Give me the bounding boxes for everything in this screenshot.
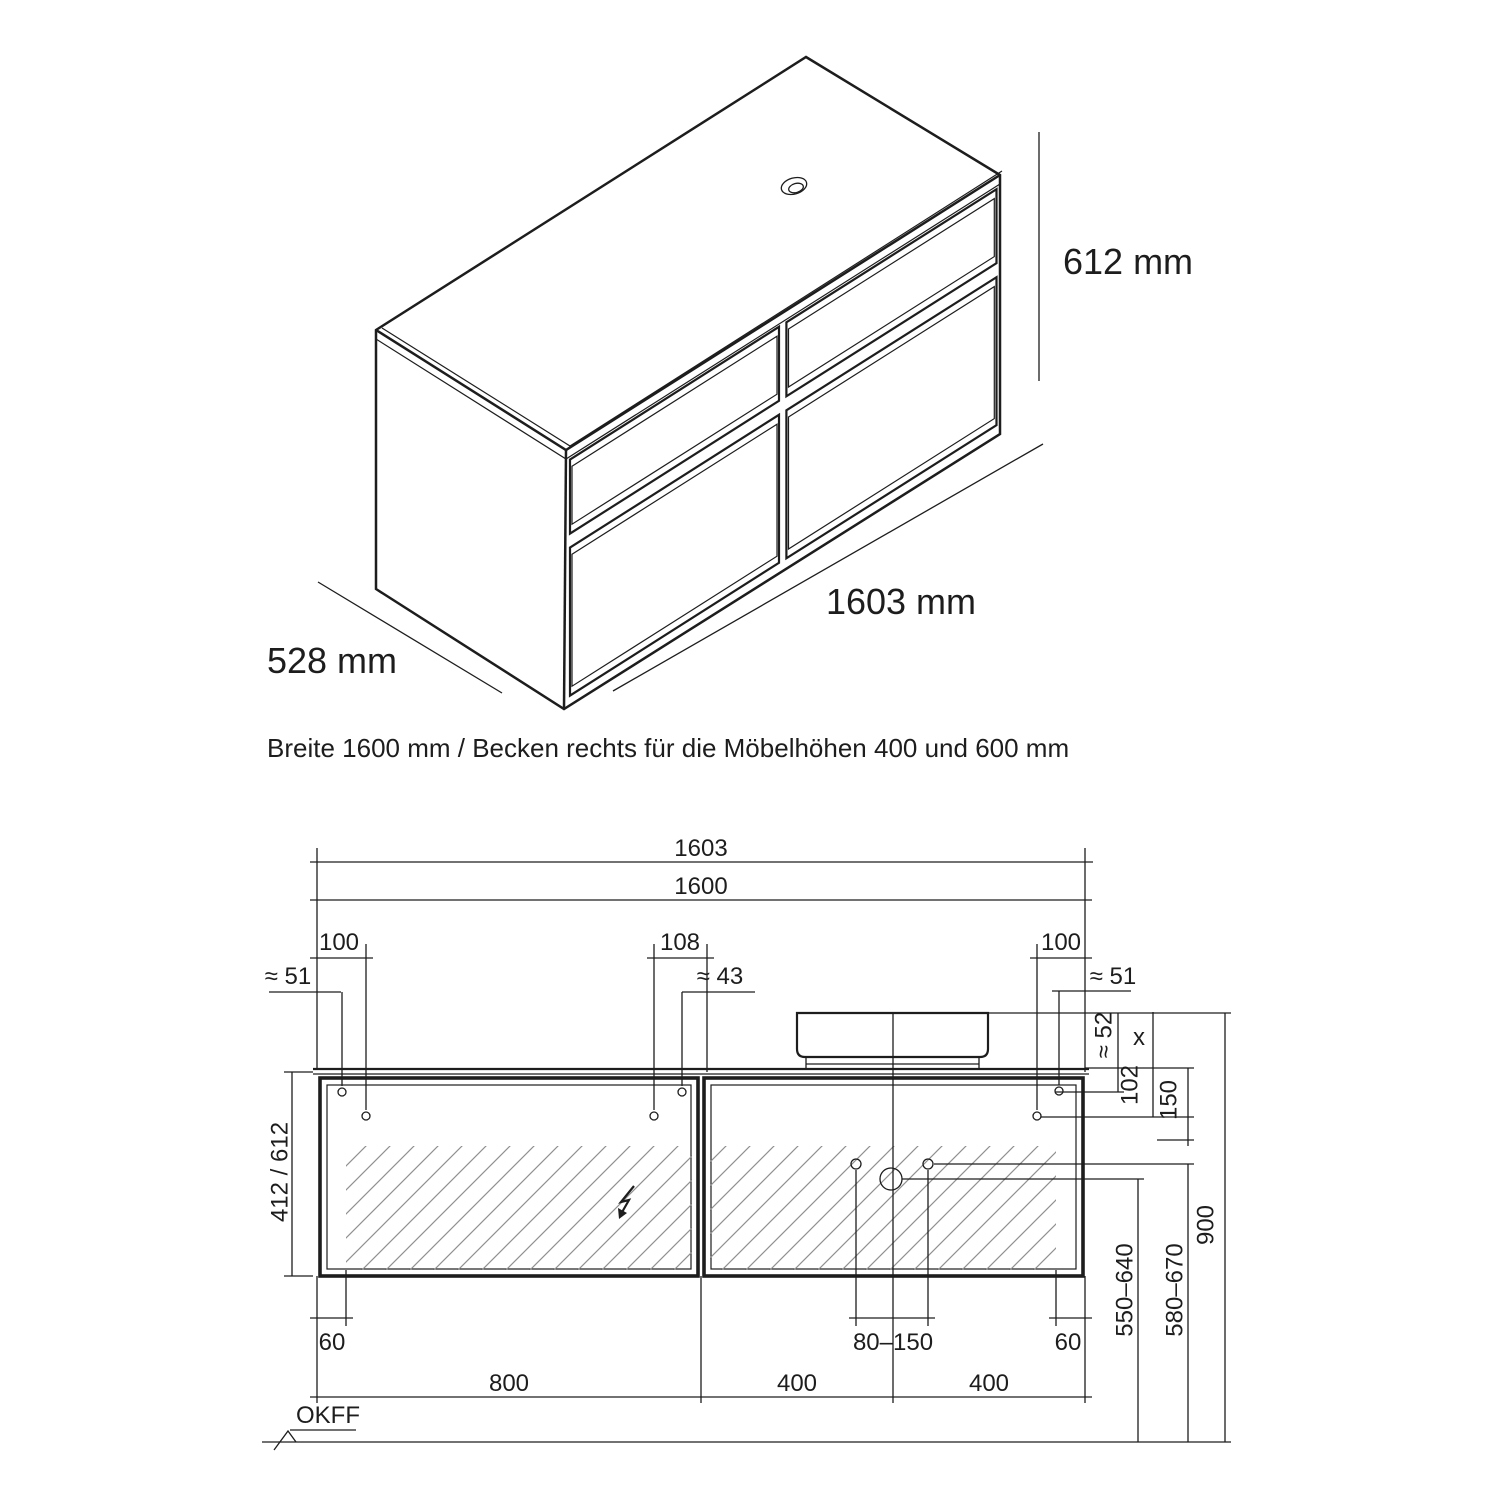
drawer-front-left-top bbox=[570, 327, 779, 534]
dim-60-right-label: 60 bbox=[1054, 1329, 1082, 1356]
iso-height-dim-label: 612 mm bbox=[1063, 241, 1194, 282]
dim-102-label: 102 bbox=[1116, 1064, 1144, 1106]
floor-reference bbox=[262, 1430, 1231, 1450]
dim-approx43-label: ≈ 43 bbox=[696, 963, 744, 990]
dim-approx51-right-label: ≈ 51 bbox=[1089, 963, 1137, 990]
dim-1603-label: 1603 bbox=[674, 835, 728, 862]
iso-depth-dim-label: 528 mm bbox=[266, 640, 398, 681]
caption: Breite 1600 mm / Becken rechts für die Möbelhöhen 400 und 600 mm bbox=[267, 733, 1070, 763]
dim-550-640-label: 550–640 bbox=[1111, 1243, 1139, 1337]
dim-100-right-label: 100 bbox=[1040, 929, 1082, 956]
dim-400-right-label: 400 bbox=[968, 1370, 1010, 1397]
drawer-front-left-bottom bbox=[570, 415, 779, 696]
dim-800-label: 800 bbox=[488, 1370, 530, 1397]
dim-400-mid-label: 400 bbox=[776, 1370, 818, 1397]
dim-900-label: 900 bbox=[1192, 1204, 1220, 1246]
dim-150-label: 150 bbox=[1155, 1079, 1183, 1121]
dim-100-left-label: 100 bbox=[318, 929, 360, 956]
countertop-hole bbox=[779, 175, 808, 198]
dim-412-612-label: 412 / 612 bbox=[266, 1121, 294, 1223]
dim-1600-label: 1600 bbox=[674, 873, 728, 900]
drawer-front-right-bottom bbox=[786, 277, 996, 558]
dim-108-label: 108 bbox=[659, 929, 701, 956]
mounting-holes bbox=[338, 1087, 1063, 1120]
dim-580-670-label: 580–670 bbox=[1161, 1243, 1189, 1337]
dim-x-label: x bbox=[1133, 1024, 1145, 1051]
isometric-view bbox=[267, 57, 1193, 709]
dim-60-left-label: 60 bbox=[318, 1329, 346, 1356]
iso-width-dim-label: 1603 mm bbox=[825, 581, 977, 622]
okff-check-icon bbox=[274, 1431, 296, 1450]
elevation-view bbox=[262, 835, 1231, 1450]
iso-width-dim-line bbox=[613, 444, 1043, 691]
dim-approx51-left-label: ≈ 51 bbox=[264, 963, 312, 990]
dim-approx52-label: ≈ 52 bbox=[1090, 1011, 1118, 1059]
dim-80-150-label: 80–150 bbox=[852, 1329, 934, 1356]
okff-label: OKFF bbox=[296, 1402, 360, 1429]
hatch-area-left bbox=[346, 1146, 692, 1270]
drawer-front-right-top bbox=[786, 189, 996, 396]
